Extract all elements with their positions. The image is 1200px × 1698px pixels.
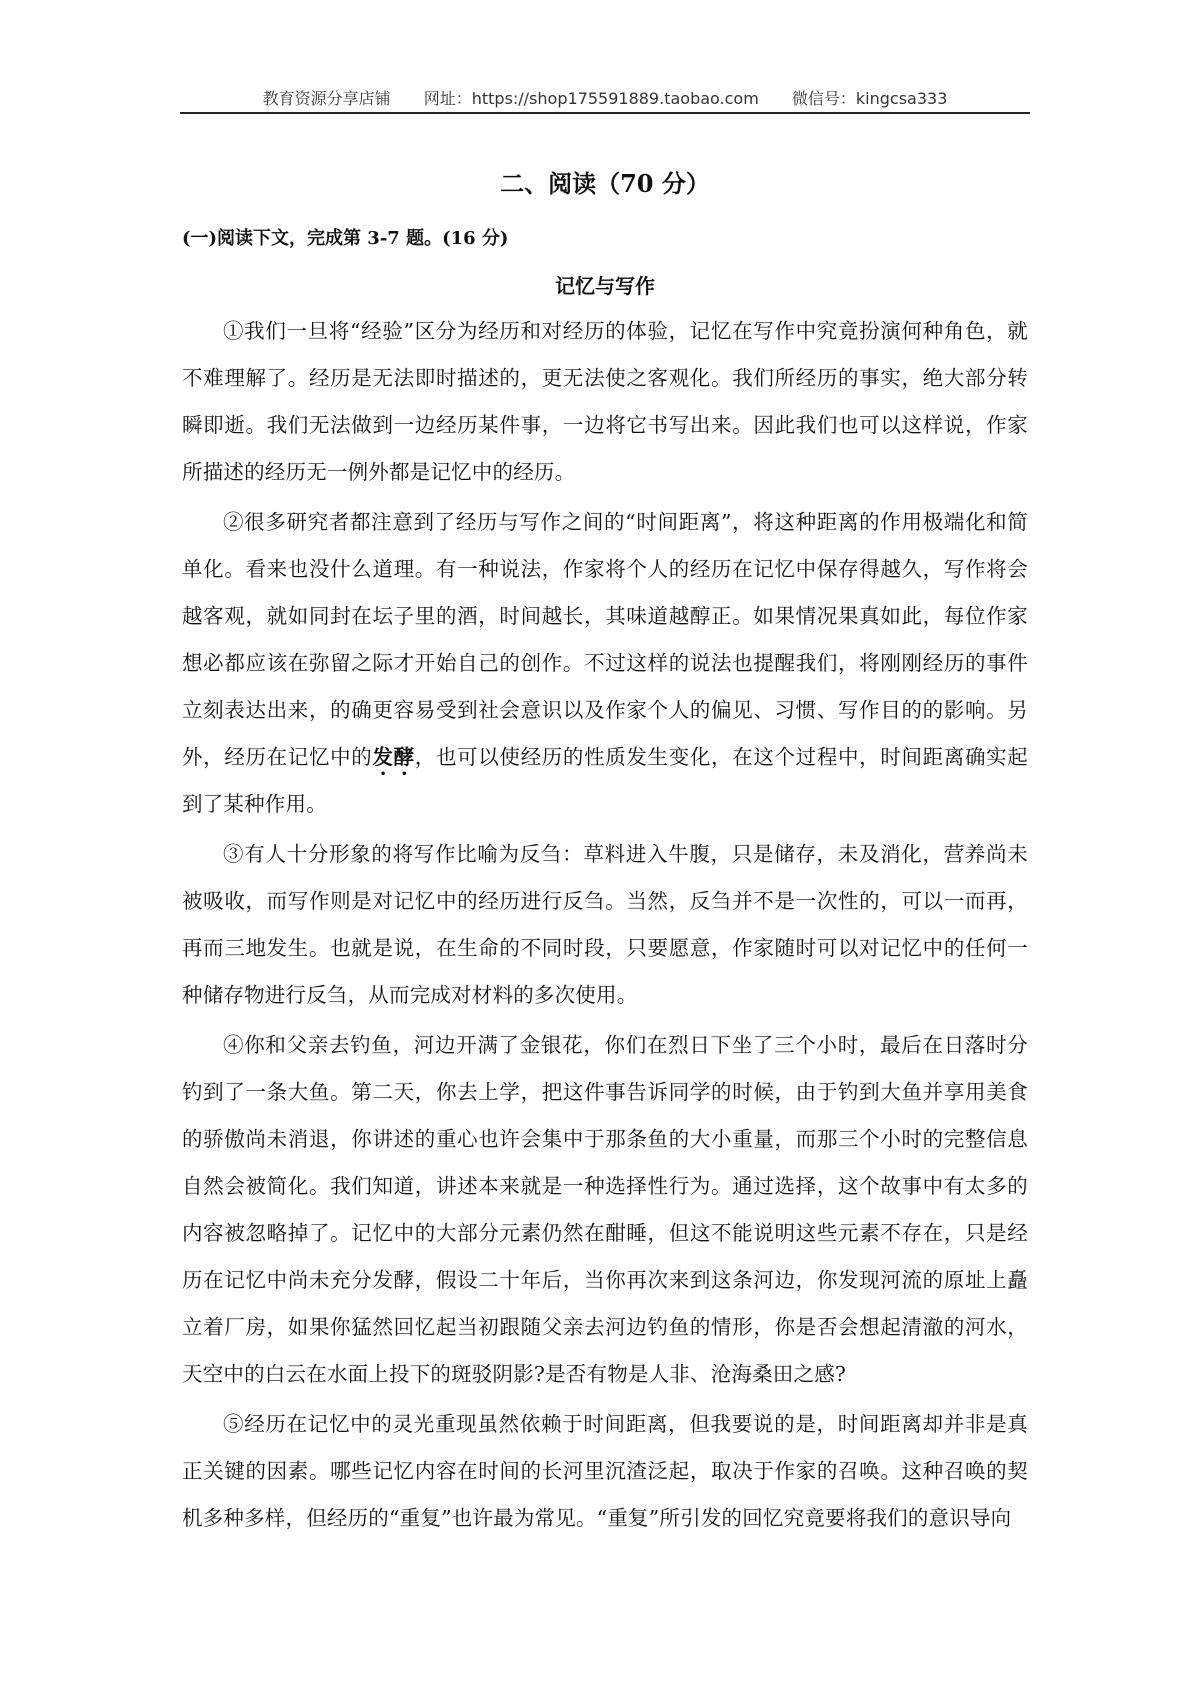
paragraph-2	[182, 499, 1028, 828]
article-title: 记忆与写作	[555, 274, 655, 298]
header-wechat: 微信号：kingcsa333	[791, 89, 948, 108]
section-title: 二、阅读（70 分）	[500, 169, 710, 198]
paragraph-4: ④你和父亲去钓鱼，河边开满了金银花，你们在烈日下坐了三个小时，最后在日落时分钓到了一条大鱼。第二天，你去上学，把这件事告诉同学的时候，由于钓到大鱼并享用美食的骄傲尚未消退，你讲述的重心也许会集中于那条鱼的大小重量，而那三个小时的完整信息自然会被简化。我们知道，讲述本来就是一种选择性行为。通过选择，这个故事中有太多的内容被忽略掉了。记忆中的大部分元素仍然在酣睡，但这不能说明这些元素不存在，只是经历在记忆中尚未充分发酵，假设二十年后，当你再次来到这条河边，你发现河流的原址上矗立着厂房，如果你猛然回忆起当初跟随父亲去河边钓鱼的情形，你是否会想起清澈的河水，天空中的白云在水面上投下的斑驳阴影?是否有物是人非、沧海桑田之感?	[182, 1033, 1028, 1386]
page-header	[180, 86, 1030, 109]
paragraph-2-tail: ，也可以使经历的性质发生变化，在这个过程中，时间距离确实起到了某种作用。	[182, 745, 1028, 816]
article-body	[182, 308, 1028, 1545]
header-rule	[180, 112, 1030, 114]
header-url: 网址：https://shop175591889.taobao.com	[423, 89, 759, 108]
paragraph-3: ③有人十分形象的将写作比喻为反刍：草料进入牛腹，只是储存，未及消化，营养尚未被吸收，而写作则是对记忆中的经历进行反刍。当然，反刍并不是一次性的，可以一而再，再而三地发生。也就是说，在生命的不同时段，只要愿意，作家随时可以对记忆中的任何一种储存物进行反刍，从而完成对材料的多次使用。	[182, 842, 1028, 1007]
paragraph-2-text: ②很多研究者都注意到了经历与写作之间的“时间距离”，将这种距离的作用极端化和简单化。看来也没什么道理。有一种说法，作家将个人的经历在记忆中保存得越久，写作将会越客观，就如同封在坛子里的酒，时间越长，其味道越醇正。如果情况果真如此，每位作家想必都应该在弥留之际才开始自己的创作。不过这样的说法也提醒我们，将刚刚经历的事件立刻表达出来，的确更容易受到社会意识以及作家个人的偏见、习惯、写作目的的影响。另外，经历在记忆中的	[182, 510, 1028, 769]
paragraph-1: ①我们一旦将“经验”区分为经历和对经历的体验，记忆在写作中究竟扮演何种角色，就不难理解了。经历是无法即时描述的，更无法使之客观化。我们所经历的事实，绝大部分转瞬即逝。我们无法做到一边经历某件事，一边将它书写出来。因此我们也可以这样说，作家所描述的经历无一例外都是记忆中的经历。	[182, 319, 1028, 484]
header-shop-name: 教育资源分享店铺	[262, 89, 391, 108]
emphasized-word: 发酵	[372, 745, 415, 769]
part-title: (一)阅读下文，完成第 3-7 题。(16 分)	[182, 228, 509, 249]
paragraph-5: ⑤经历在记忆中的灵光重现虽然依赖于时间距离，但我要说的是，时间距离却并非是真正关键的因素。哪些记忆内容在时间的长河里沉渣泛起，取决于作家的召唤。这种召唤的契机多种多样，但经历的“重复”也许最为常见。“重复”所引发的回忆究竟要将我们的意识导向	[182, 1412, 1028, 1530]
